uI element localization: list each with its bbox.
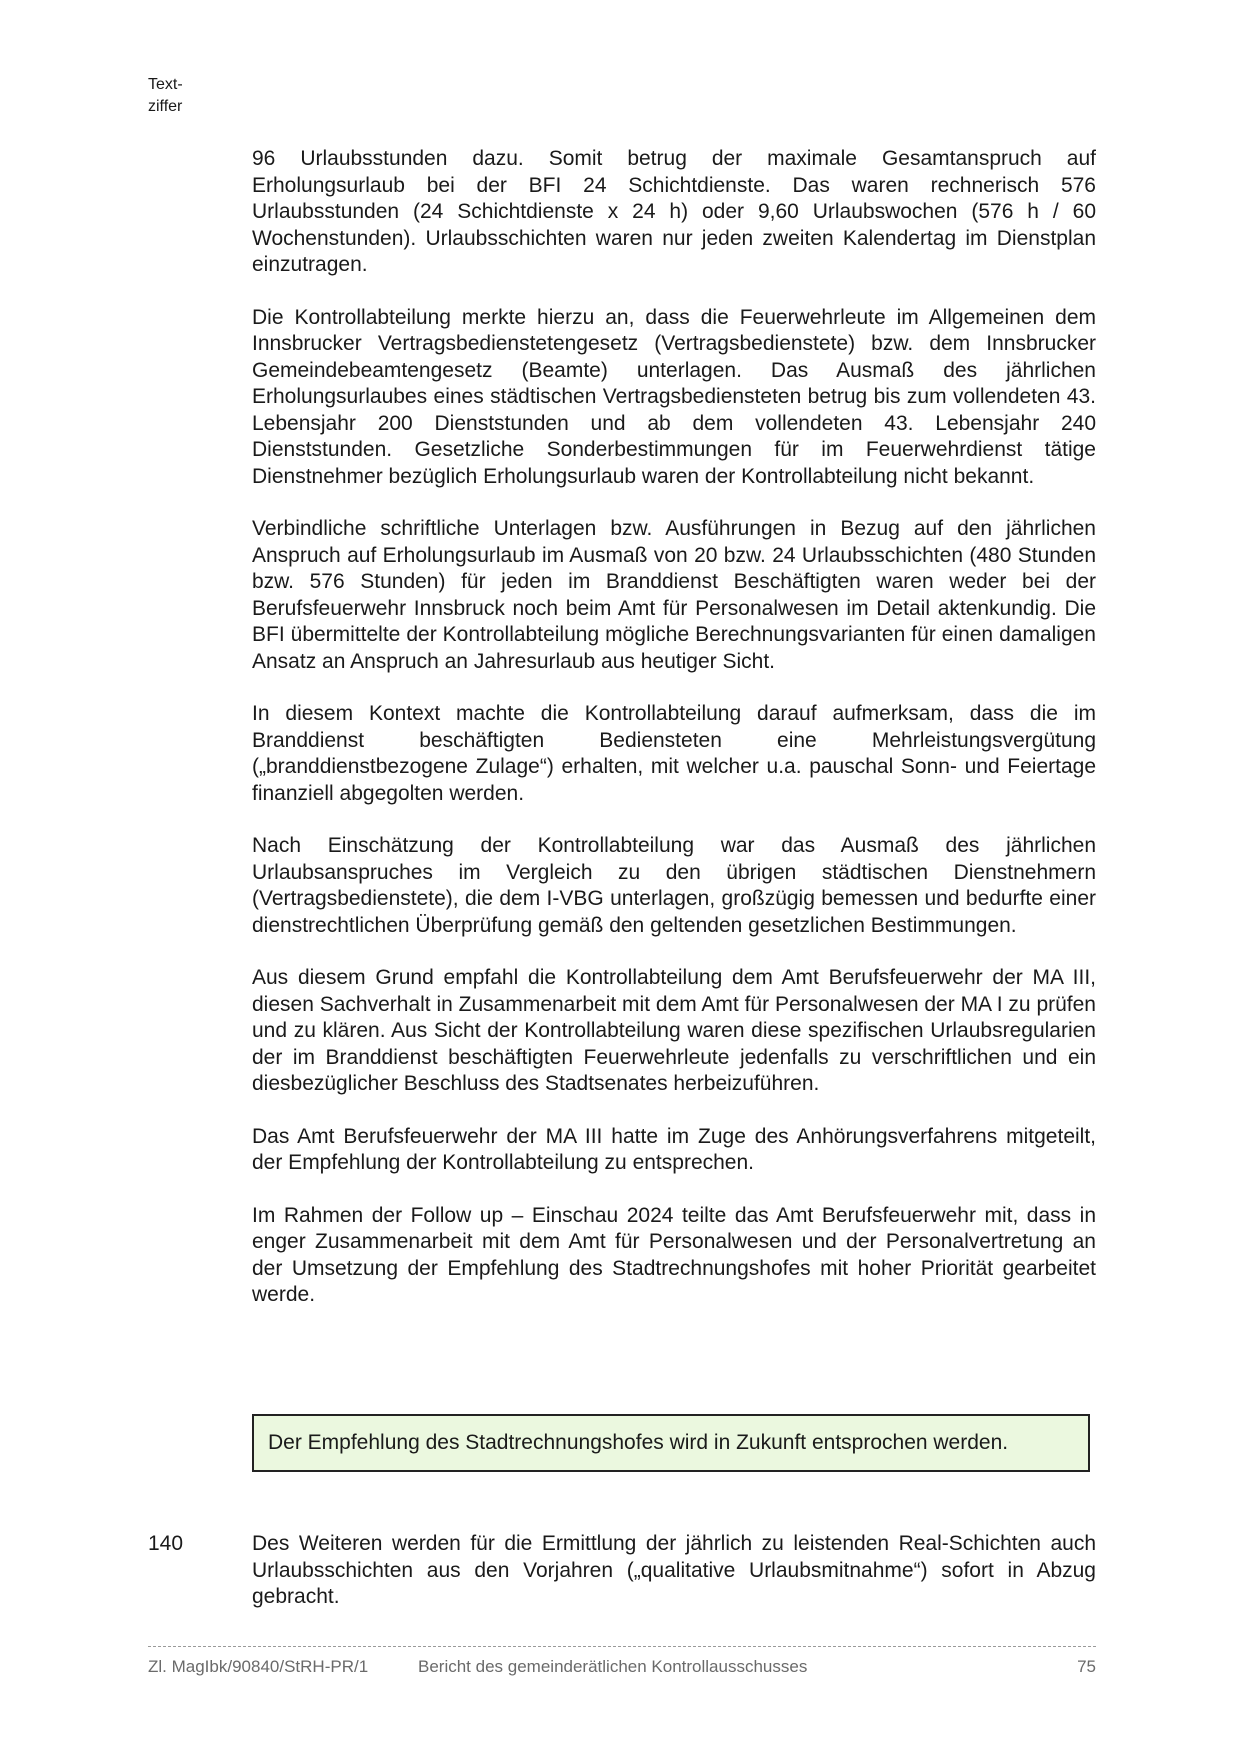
footer-divider — [148, 1646, 1096, 1647]
margin-label-textziffer — [148, 74, 228, 118]
footer-page-number: 75 — [1077, 1657, 1096, 1676]
paragraph: Aus diesem Grund empfahl die Kontrollabteilung dem Amt Berufsfeuerwehr der MA III, diesen Sachverhalt in Zusammenarbeit mit dem Amt für Personalwesen der MA I zu prüfen und zu klären. Aus Sicht der Kontrollabteilung waren diese spezifischen Urlaubsregularien der im Branddienst beschäftigten Feuerwehrleute jedenfalls zu verschriftlichen und ein diesbezüglicher Beschluss des Stadtsenates herbeizuführen. — [252, 966, 1096, 1095]
paragraph: Die Kontrollabteilung merkte hierzu an, dass die Feuerwehrleute im Allgemeinen dem Innsbrucker Vertragsbedienstetengesetz (Vertragsbedienstete) bzw. dem Innsbrucker Gemeindebeamtengesetz (Beamte) unterlagen. Das Ausmaß des jährlichen Erholungsurlaubes eines städtischen Vertragsbediensteten betrug bis zum vollendeten 43. Lebensjahr 200 Dienststunden und ab dem vollendeten 43. Lebensjahr 240 Dienststunden. Gesetzliche Sonderbestimmungen für im Feuerwehrdienst tätige Dienstnehmer bezüglich Erholungsurlaub waren der Kontrollabteilung nicht bekannt. — [252, 305, 1096, 488]
margin-label-line2: ziffer — [148, 98, 183, 115]
paragraph: 96 Urlaubsstunden dazu. Somit betrug der maximale Gesamtanspruch auf Erholungsurlaub bei der BFI 24 Schichtdienste. Das waren rechnerisch 576 Urlaubsstunden (24 Schichtdienste x 24 h) oder 9,60 Urlaubswochen (576 h / 60 Wochenstunden). Urlaubsschichten waren nur jeden zweiten Kalendertag im Dienstplan einzutragen. — [252, 147, 1096, 276]
paragraph: Verbindliche schriftliche Unterlagen bzw. Ausführungen in Bezug auf den jährlichen Anspruch auf Erholungsurlaub im Ausmaß von 20 bzw. 24 Urlaubsschichten (480 Stunden bzw. 576 Stunden) für jeden im Branddienst Beschäftigten waren weder bei der Berufsfeuerwehr Innsbruck noch beim Amt für Personalwesen im Detail aktenkundig. Die BFI übermittelte der Kontrollabteilung mögliche Berechnungsvarianten für einen damaligen Ansatz an Anspruch an Jahresurlaub aus heutiger Sicht. — [252, 517, 1096, 673]
main-content — [252, 146, 1096, 1335]
section-number: 140 — [148, 1532, 184, 1555]
paragraph: Das Amt Berufsfeuerwehr der MA III hatte im Zuge des Anhörungsverfahrens mitgeteilt, der Empfehlung der Kontrollabteilung zu entsprechen. — [252, 1124, 1096, 1174]
section-text: Des Weiteren werden für die Ermittlung der jährlich zu leistenden Real-Schichten auch Urlaubsschichten aus den Vorjahren („qualitative Urlaubsmitnahme“) sofort in Abzug gebracht. — [252, 1532, 1096, 1608]
margin-label-line1: Text- — [148, 76, 183, 93]
paragraph: In diesem Kontext machte die Kontrollabteilung darauf aufmerksam, dass die im Branddienst beschäftigten Bediensteten eine Mehrleistungsvergütung („branddienstbezogene Zulage“) erhalten, mit welcher u.a. pauschal Sonn- und Feiertage finanziell abgegolten werden. — [252, 702, 1096, 805]
recommendation-box — [252, 1414, 1090, 1472]
footer-title: Bericht des gemeinderätlichen Kontrollausschusses — [418, 1657, 808, 1676]
paragraph: Im Rahmen der Follow up – Einschau 2024 teilte das Amt Berufsfeuerwehr mit, dass in enger Zusammenarbeit mit dem Amt für Personalwesen und der Personalvertretung an der Umsetzung der Empfehlung des Stadtrechnungshofes mit hoher Priorität gearbeitet werde. — [252, 1203, 1096, 1306]
paragraph: Nach Einschätzung der Kontrollabteilung war das Ausmaß des jährlichen Urlaubsanspruches im Vergleich zu den übrigen städtischen Dienstnehmern (Vertragsbedienstete), die dem I-VBG unterlagen, großzügig bemessen und bedurfte einer dienstrechtlichen Überprüfung gemäß den geltenden gesetzlichen Bestimmungen. — [252, 834, 1096, 937]
footer-reference: Zl. MagIbk/90840/StRH-PR/1 — [148, 1657, 369, 1676]
recommendation-text: Der Empfehlung des Stadtrechnungshofes wird in Zukunft entsprochen werden. — [268, 1431, 1009, 1454]
